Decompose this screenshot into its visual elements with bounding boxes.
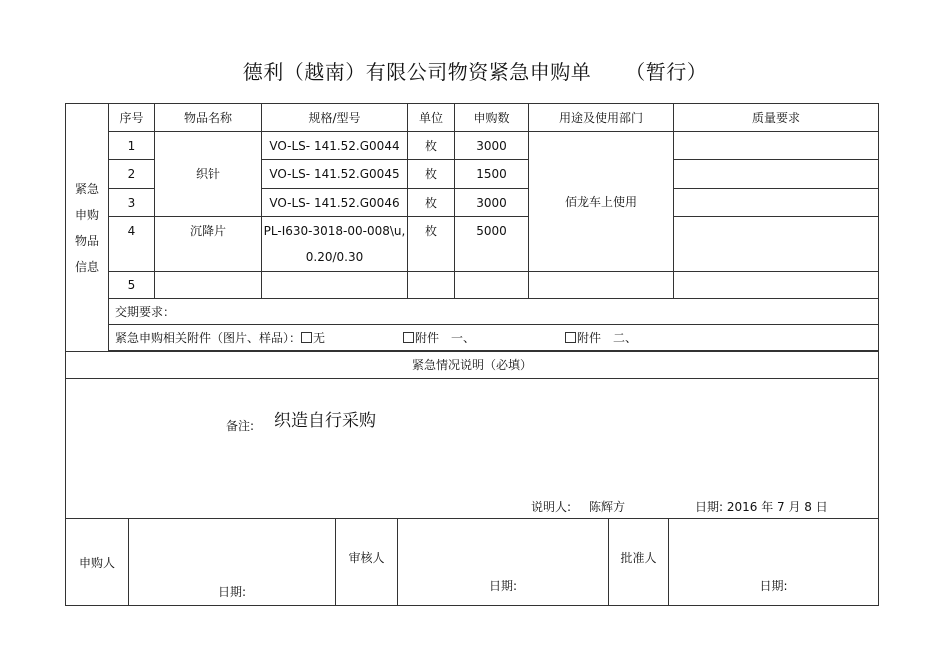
explainer-label: 说明人: (531, 500, 572, 514)
row-no: 1 (109, 132, 155, 160)
table-row (66, 132, 879, 160)
buyer-date-label: 日期: (217, 585, 247, 599)
attachment-line (109, 325, 879, 351)
purchase-form-table (65, 103, 879, 519)
attachment-two-label: 附件 二、 (577, 330, 638, 345)
form-title-suffix: （暂行） (625, 60, 708, 84)
row-qty: 3000 (455, 189, 529, 217)
approver-date-label: 日期: (759, 579, 788, 593)
row-spec: VO-LS- 141.52.G0046 (262, 189, 408, 217)
delivery-row (66, 299, 879, 325)
checkbox-none[interactable] (301, 332, 312, 343)
note-date: 日期: 2016 年 7 月 8 日 (695, 500, 828, 514)
row-quality (674, 189, 879, 217)
table-row (66, 272, 879, 299)
note-text: 织造自行采购 (274, 411, 376, 431)
explainer-name: 陈辉方 (589, 500, 626, 514)
side-label-4: 信息 (74, 259, 99, 274)
row-unit: 枚 (408, 217, 455, 272)
header-no: 序号 (109, 104, 155, 132)
header-spec: 规格/型号 (262, 104, 408, 132)
reviewer-label: 审核人 (348, 551, 385, 565)
attachment-label: 紧急申购相关附件（图片、样品）： (115, 330, 302, 345)
row-quality (674, 132, 879, 160)
buyer-label: 申购人 (78, 556, 115, 570)
row-spec-line2: 0.20/0.30 (305, 250, 364, 264)
row-unit: 枚 (408, 189, 455, 217)
header-quality: 质量要求 (674, 104, 879, 132)
side-label-2: 申购 (74, 207, 99, 222)
reviewer-sign-cell[interactable] (398, 519, 609, 606)
row-unit: 枚 (408, 132, 455, 160)
reviewer-date-label: 日期: (488, 579, 518, 593)
header-unit: 单位 (408, 104, 455, 132)
side-label-1: 紧急 (74, 181, 99, 196)
note-label: 备注: (226, 419, 255, 433)
buyer-label-cell (66, 519, 129, 606)
row-qty (455, 272, 529, 299)
item-name-needle: 织针 (155, 132, 262, 217)
approver-label-cell (609, 519, 669, 606)
reviewer-label-cell (336, 519, 398, 606)
situation-body-row (66, 379, 879, 519)
item-name-sinker: 沉降片 (155, 217, 262, 272)
row-no: 5 (109, 272, 155, 299)
row-quality (674, 217, 879, 272)
row-spec (262, 272, 408, 299)
row-qty: 1500 (455, 160, 529, 189)
usage-dept: 佰龙车上使用 (529, 132, 674, 272)
row-no: 2 (109, 160, 155, 189)
side-label-3: 物品 (74, 233, 99, 248)
situation-header-row (66, 352, 879, 379)
header-item-name: 物品名称 (155, 104, 262, 132)
approver-sign-cell[interactable] (669, 519, 879, 606)
header-row (66, 104, 879, 132)
checkbox-attachment-one[interactable] (403, 332, 414, 343)
row-spec: VO-LS- 141.52.G0044 (262, 132, 408, 160)
row-quality (674, 160, 879, 189)
approver-label: 批准人 (620, 551, 657, 565)
row-qty: 3000 (455, 132, 529, 160)
row-qty: 5000 (455, 217, 529, 272)
delivery-requirement: 交期要求： (109, 299, 879, 325)
side-label (66, 104, 109, 352)
row-item (155, 272, 262, 299)
explainer (531, 500, 625, 514)
row-no: 3 (109, 189, 155, 217)
row-quality (674, 272, 879, 299)
row-spec: VO-LS- 141.52.G0045 (262, 160, 408, 189)
signature-table (65, 518, 879, 606)
header-qty: 申购数 (455, 104, 529, 132)
checkbox-attachment-two[interactable] (565, 332, 576, 343)
header-usage: 用途及使用部门 (529, 104, 674, 132)
row-spec (262, 217, 408, 272)
attachment-row (66, 325, 879, 351)
row-unit: 枚 (408, 160, 455, 189)
situation-header: 紧急情况说明（必填） (66, 352, 879, 379)
row-unit (408, 272, 455, 299)
row-no: 4 (109, 217, 155, 272)
form-title (0, 56, 950, 85)
signature-row (66, 519, 879, 606)
table-row (66, 217, 879, 272)
row-spec-line1: PL-I630-3018-00-008\u, (263, 224, 406, 238)
situation-body (66, 379, 879, 519)
buyer-sign-cell[interactable] (129, 519, 336, 606)
attachment-one-label: 附件 一、 (415, 330, 476, 345)
form-title-main: 德利（越南）有限公司物资紧急申购单 (242, 60, 592, 84)
attachment-none-label: 无 (313, 330, 326, 345)
row-usage (529, 272, 674, 299)
